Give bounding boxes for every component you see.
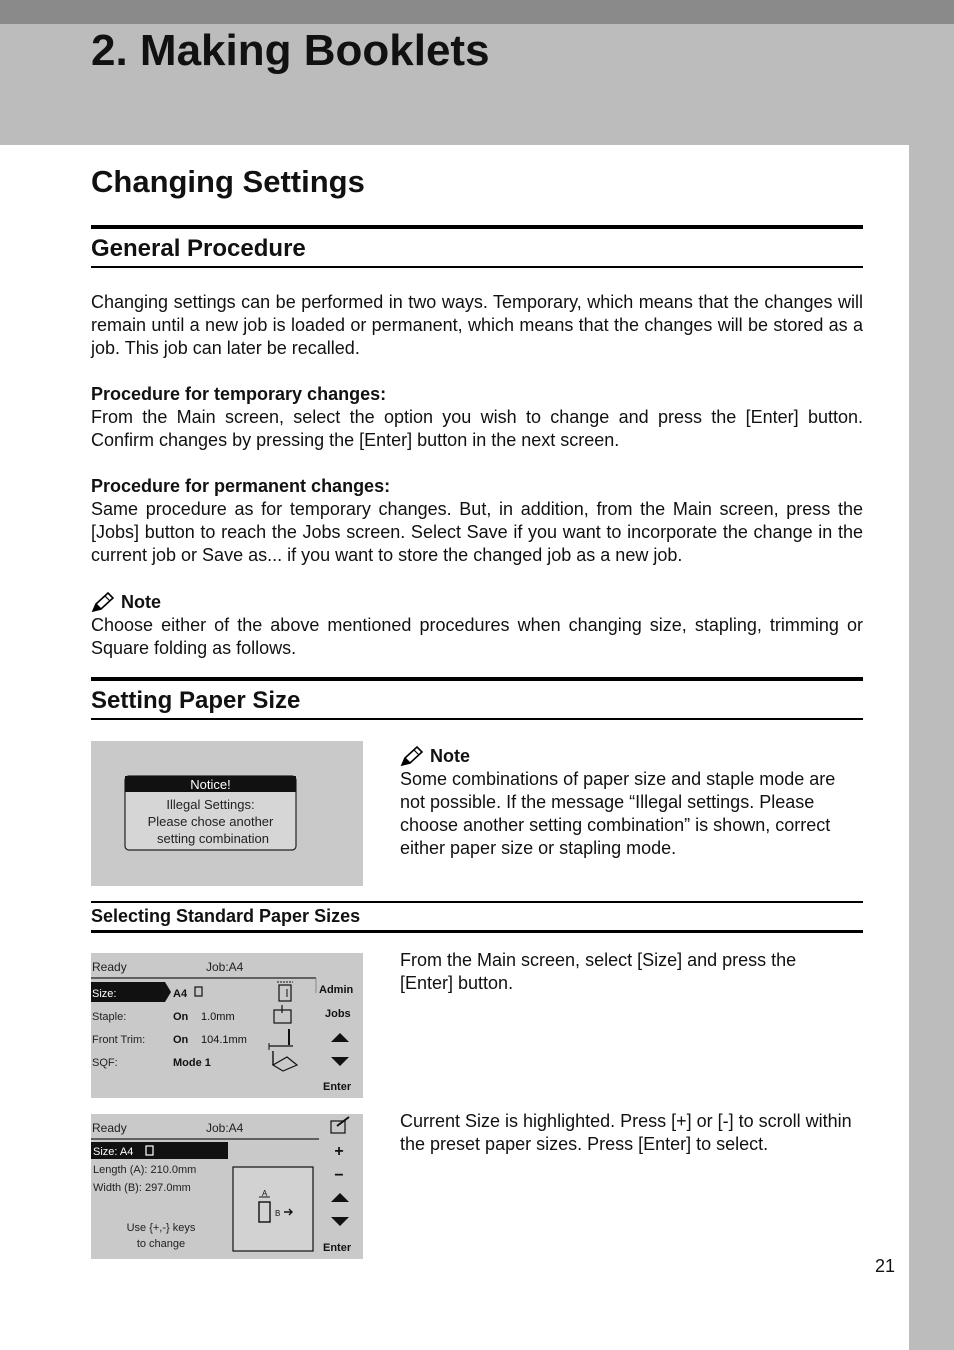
- lcd-job: Job:A4: [206, 960, 244, 974]
- lcd-status: Ready: [92, 960, 127, 974]
- lcd-trim-on: On: [173, 1034, 189, 1046]
- paper-preview-box: [233, 1167, 313, 1251]
- lcd-width: Width (B): 297.0mm: [93, 1182, 191, 1194]
- label-a: A: [262, 1189, 268, 1198]
- notice-line-1: Illegal Settings:: [166, 797, 255, 812]
- lcd-sqf-value: Mode 1: [173, 1057, 211, 1069]
- lcd-staple-on: On: [173, 1011, 189, 1023]
- minus-softkey: −: [334, 1167, 344, 1184]
- lcd-hint-1: Use {+,-} keys: [126, 1222, 196, 1234]
- step2-text: Current Size is highlighted. Press [+] or [-] to scroll within the preset paper sizes. Press [Enter] to select.: [400, 1111, 852, 1154]
- section-title: Changing Settings: [91, 164, 365, 199]
- page-number: 21: [875, 1256, 896, 1276]
- general-note-text: Choose either of the above mentioned procedures when changing size, stapling, trimming or Square folding as follows.: [91, 615, 863, 658]
- heading-rule-bottom: [91, 718, 863, 720]
- staple-icon: [274, 1005, 291, 1023]
- paper-size-note-label: Note: [430, 745, 470, 766]
- enter-softkey: Enter: [323, 1081, 352, 1093]
- arrow-down-icon: [331, 1057, 349, 1066]
- paper-size-note-text: Some combinations of paper size and staple mode are not possible. If the message “Illegal settings. Please choose another setting combination” is shown, correct either paper size or stapling mode.: [400, 769, 836, 858]
- setting-paper-size-heading: Setting Paper Size: [91, 687, 301, 714]
- jobs-softkey: Jobs: [325, 1008, 351, 1020]
- heading-rule-top: [91, 225, 863, 229]
- subheading-rule-bottom: [91, 930, 863, 933]
- trim-icon: [269, 1029, 293, 1050]
- lcd-trim-value: 104.1mm: [201, 1034, 247, 1046]
- lcd-size-line: Size: A4: [93, 1146, 134, 1158]
- label-b: B: [275, 1209, 281, 1218]
- paper-size-note-header: [400, 745, 470, 767]
- step1-text: From the Main screen, select [Size] and press the [Enter] button.: [400, 950, 797, 993]
- general-procedure-heading: General Procedure: [91, 235, 306, 262]
- lcd-hint-2: to change: [136, 1238, 186, 1250]
- size-screen-image: [91, 1114, 363, 1259]
- pencil-note-icon: [91, 591, 115, 613]
- arrow-up-icon: [331, 1193, 349, 1202]
- permanent-changes-text: Same procedure as for temporary changes. But, in addition, from the Main screen, press the [Jobs] button to reach the Jobs screen. Select Save if you want to incorporate the change in the current job or Save as... if you want to store the changed job as a new job.: [91, 499, 863, 565]
- lcd-length: Length (A): 210.0mm: [93, 1164, 197, 1176]
- subheading-rule-top: [91, 901, 863, 903]
- lcd-trim-label: Front Trim:: [92, 1034, 146, 1046]
- lcd-status: Ready: [92, 1121, 127, 1135]
- temporary-changes-text: From the Main screen, select the option you wish to change and press the [Enter] button. Confirm changes by pressing the [Enter] button in the next screen.: [91, 407, 863, 450]
- lcd-size-value: A4: [173, 988, 188, 1000]
- standard-sizes-heading: Selecting Standard Paper Sizes: [91, 906, 361, 926]
- lcd-size-label: Size:: [92, 988, 117, 1000]
- lcd-staple-value: 1.0mm: [201, 1011, 235, 1023]
- permanent-changes-label: Procedure for permanent changes:: [91, 476, 391, 496]
- portrait-page-icon: [195, 987, 202, 996]
- save-job-icon: [331, 1117, 349, 1133]
- heading-rule-bottom: [91, 266, 863, 268]
- main-screen-image: [91, 953, 363, 1098]
- general-intro-paragraph: Changing settings can be performed in two ways. Temporary, which means that the changes will remain until a new job is loaded or permanent, which means that the changes will be stored as a job. This job can later be recalled.: [91, 292, 863, 358]
- size-icon: [277, 982, 293, 1001]
- chapter-title: 2. Making Booklets: [91, 26, 490, 75]
- top-band: [0, 0, 954, 24]
- lcd-job: Job:A4: [206, 1121, 244, 1135]
- lcd-sqf-label: SQF:: [92, 1057, 118, 1069]
- notice-line-2: Please chose another: [147, 814, 274, 829]
- notice-screen-image: [91, 741, 363, 886]
- page-edge-band: [909, 145, 954, 1350]
- pencil-note-icon: [400, 745, 424, 767]
- notice-title: Notice!: [190, 777, 231, 792]
- plus-softkey: +: [334, 1143, 344, 1160]
- general-note-header: [91, 591, 161, 613]
- heading-rule-top: [91, 677, 863, 681]
- admin-softkey: Admin: [319, 984, 354, 996]
- general-note-label: Note: [121, 591, 161, 612]
- arrow-up-icon: [331, 1033, 349, 1042]
- temporary-changes-label: Procedure for temporary changes:: [91, 384, 387, 404]
- arrow-down-icon: [331, 1217, 349, 1226]
- enter-softkey: Enter: [323, 1242, 352, 1254]
- lcd-staple-label: Staple:: [92, 1011, 127, 1023]
- square-fold-icon: [273, 1051, 297, 1071]
- notice-line-3: setting combination: [156, 831, 270, 846]
